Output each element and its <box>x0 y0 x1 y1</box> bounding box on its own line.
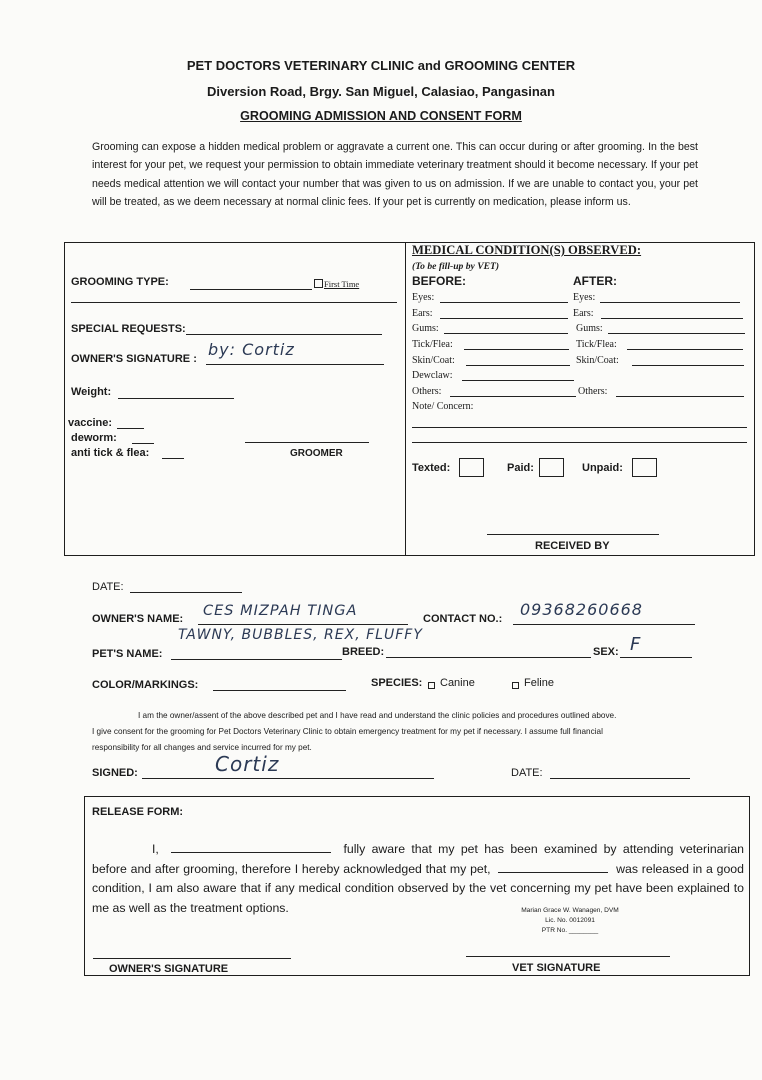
color-markings-label: COLOR/MARKINGS: <box>92 679 199 691</box>
before-skincoat-label: Skin/Coat: <box>412 355 455 366</box>
release-paragraph <box>92 840 744 918</box>
consent-line-1: I am the owner/assent of the above described pet and I have read and understand the clinic policies and procedures outlined above. <box>138 711 617 720</box>
vaccine-label: vaccine: <box>68 417 113 429</box>
canine-checkbox[interactable] <box>428 682 435 689</box>
consent-line-3: responsibility for all changes and service incurred for my pet. <box>92 743 312 752</box>
release-pet-name-field[interactable] <box>498 861 608 873</box>
after-gums-label: Gums: <box>576 323 603 334</box>
grooming-type-extra-line[interactable] <box>71 302 397 303</box>
received-by-label: RECEIVED BY <box>535 540 610 552</box>
owner-name-field[interactable] <box>198 624 408 625</box>
release-owner-signature-label: OWNER'S SIGNATURE <box>109 963 229 975</box>
medical-subtitle: (To be fill-up by VET) <box>412 261 500 272</box>
owner-name-label: OWNER'S NAME: <box>92 613 184 625</box>
before-gums-field[interactable] <box>444 333 568 334</box>
after-eyes-label: Eyes: <box>573 292 596 303</box>
signed-value: Cortiz <box>215 752 280 776</box>
anti-tick-field[interactable] <box>162 458 184 459</box>
pet-names-value: TAWNY, BUBBLES, REX, FLUFFY <box>178 627 423 643</box>
vet-stamp <box>515 906 625 936</box>
after-ears-label: Ears: <box>573 308 594 319</box>
sex-field[interactable] <box>620 657 692 658</box>
contact-value: 09368260668 <box>520 600 643 619</box>
feline-label: Feline <box>524 677 554 689</box>
release-text-part2: fully aware that my pet has been examined by attending veterinarian before and after grooming, therefore I hereby acknowledged that my pet, <box>92 842 744 876</box>
after-label: AFTER: <box>573 274 617 288</box>
texted-checkbox[interactable] <box>459 458 484 477</box>
vaccine-field[interactable] <box>117 428 144 429</box>
first-time-label: First Time <box>324 279 360 289</box>
unpaid-checkbox[interactable] <box>632 458 657 477</box>
groomer-signature-line[interactable] <box>245 442 369 443</box>
owner-signature-value: by: Cortiz <box>208 340 295 359</box>
note-line-2[interactable] <box>412 442 747 443</box>
after-others-field[interactable] <box>616 396 744 397</box>
signed-date-field[interactable] <box>550 778 690 779</box>
consent-line-2: I give consent for the grooming for Pet Doctors Veterinary Clinic to obtain emergency treatment for my pet if necessary. I assume full financial <box>92 727 603 736</box>
vet-stamp-name: Marian Grace W. Wanagen, DVM <box>521 907 619 914</box>
before-ears-field[interactable] <box>440 318 568 319</box>
owner-signature-line[interactable] <box>206 364 384 365</box>
date-field[interactable] <box>130 592 242 593</box>
before-others-field[interactable] <box>450 396 576 397</box>
before-dewclaw-label: Dewclaw: <box>412 370 453 381</box>
received-by-line[interactable] <box>487 534 659 535</box>
feline-checkbox[interactable] <box>512 682 519 689</box>
before-skincoat-field[interactable] <box>466 365 570 366</box>
release-owner-name-field[interactable] <box>171 841 331 853</box>
grooming-medical-box <box>64 242 755 556</box>
vet-signature-label: VET SIGNATURE <box>512 962 601 974</box>
before-tickflea-label: Tick/Flea: <box>412 339 453 350</box>
release-text-part1: I, <box>152 842 159 856</box>
signed-date-label: DATE: <box>511 767 543 779</box>
clinic-name: PET DOCTORS VETERINARY CLINIC and GROOMING CENTER <box>186 58 576 73</box>
weight-field[interactable] <box>118 398 234 399</box>
sex-label: SEX: <box>593 646 619 658</box>
after-skincoat-field[interactable] <box>632 365 744 366</box>
after-tickflea-label: Tick/Flea: <box>576 339 617 350</box>
release-title: RELEASE FORM: <box>92 806 184 818</box>
vet-signature-line[interactable] <box>466 956 670 957</box>
clinic-address: Diversion Road, Brgy. San Miguel, Calasiao, Pangasinan <box>207 84 555 99</box>
note-concern-label: Note/ Concern: <box>412 401 474 412</box>
signed-field[interactable] <box>142 778 434 779</box>
form-title: GROOMING ADMISSION AND CONSENT FORM <box>240 109 522 123</box>
owner-signature-label: OWNER'S SIGNATURE : <box>71 353 197 365</box>
vet-stamp-lic: Lic. No. 0012091 <box>545 917 595 924</box>
vet-stamp-ptr: PTR No. ________ <box>541 927 599 934</box>
paid-label: Paid: <box>507 462 534 474</box>
owner-name-value: CES MIZPAH TINGA <box>203 603 358 619</box>
groomer-label: GROOMER <box>290 448 343 459</box>
special-requests-field[interactable] <box>186 334 382 335</box>
note-line-1[interactable] <box>412 427 747 428</box>
before-others-label: Others: <box>412 386 442 397</box>
signed-label: SIGNED: <box>92 767 138 779</box>
medical-title: MEDICAL CONDITION(S) OBSERVED: <box>412 243 642 257</box>
species-label: SPECIES: <box>371 677 423 689</box>
sex-value: F <box>630 634 642 655</box>
before-ears-label: Ears: <box>412 308 433 319</box>
after-tickflea-field[interactable] <box>627 349 743 350</box>
before-eyes-field[interactable] <box>440 302 568 303</box>
canine-label: Canine <box>440 677 475 689</box>
pet-name-field[interactable] <box>171 659 342 660</box>
date-label: DATE: <box>92 581 124 593</box>
release-text-part3: was released in a good condition, I am also aware that if any medical condition observed by the vet concerning my pet have been explained to me as well as the treatment options. <box>92 861 744 915</box>
before-dewclaw-field[interactable] <box>462 380 574 381</box>
deworm-label: deworm: <box>71 432 117 444</box>
after-ears-field[interactable] <box>601 318 743 319</box>
intro-paragraph: Grooming can expose a hidden medical problem or aggravate a current one. This can occur during or after grooming. In the best interest for your pet, we request your permission to obtain immediate veterinary treatment should it become necessary. If your pet needs medical attention we will contact your number that was given to us on admission. If we are unable to contact you, your pet will be treated, as we deem necessary at normal clinic fees. If your pet is currently on medication, please inform us. <box>92 141 698 208</box>
grooming-type-label: GROOMING TYPE: <box>71 276 169 288</box>
before-gums-label: Gums: <box>412 323 439 334</box>
anti-tick-label: anti tick & flea: <box>71 447 150 459</box>
after-skincoat-label: Skin/Coat: <box>576 355 619 366</box>
before-eyes-label: Eyes: <box>412 292 435 303</box>
first-time-checkbox[interactable] <box>314 279 323 288</box>
before-label: BEFORE: <box>412 274 466 288</box>
after-gums-field[interactable] <box>608 333 745 334</box>
consent-text <box>92 708 702 756</box>
weight-label: Weight: <box>71 386 112 398</box>
unpaid-label: Unpaid: <box>582 462 623 474</box>
contact-field[interactable] <box>513 624 695 625</box>
pet-name-label: PET'S NAME: <box>92 648 163 660</box>
contact-label: CONTACT NO.: <box>423 613 503 625</box>
before-tickflea-field[interactable] <box>464 349 569 350</box>
deworm-field[interactable] <box>132 443 154 444</box>
breed-label: BREED: <box>342 646 385 658</box>
after-others-label: Others: <box>578 386 608 397</box>
breed-field[interactable] <box>386 657 591 658</box>
paid-checkbox[interactable] <box>539 458 564 477</box>
box-divider <box>405 242 406 556</box>
texted-label: Texted: <box>412 462 451 474</box>
color-markings-field[interactable] <box>213 690 346 691</box>
after-eyes-field[interactable] <box>600 302 740 303</box>
grooming-type-field[interactable] <box>190 289 312 290</box>
release-owner-signature-line[interactable] <box>93 958 291 959</box>
special-requests-label: SPECIAL REQUESTS: <box>71 323 186 335</box>
